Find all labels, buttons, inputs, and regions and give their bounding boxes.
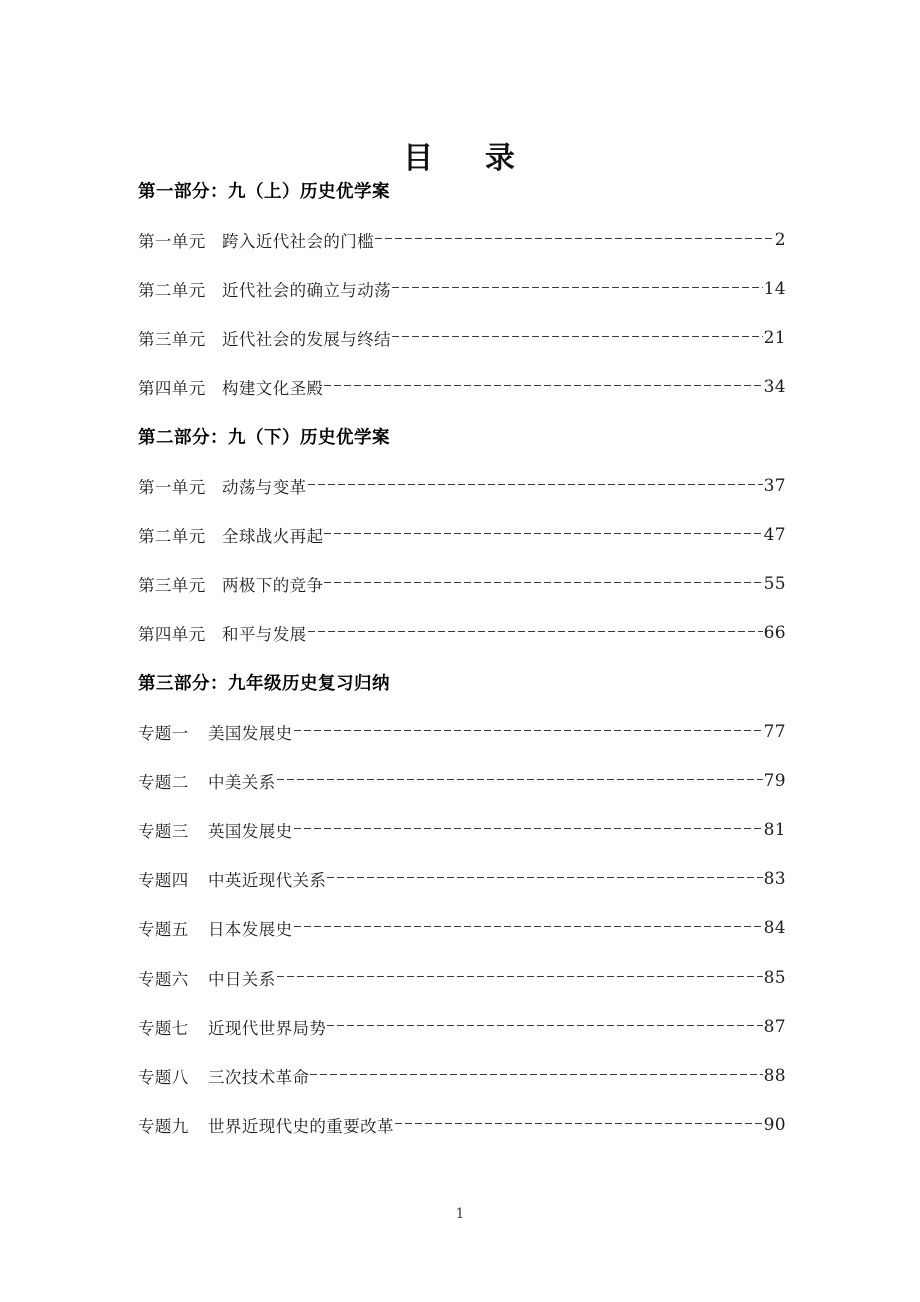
dot-leader (277, 779, 763, 780)
toc-entry[interactable] (138, 461, 786, 510)
toc-part-heading (138, 658, 786, 707)
toc-entry-page-number: 21 (763, 328, 786, 349)
toc-entry-title: 中美关系 (208, 772, 276, 792)
toc-entry-label: 第三单元 (138, 330, 206, 350)
dot-leader (308, 631, 763, 632)
toc-entry-page-number: 79 (763, 770, 786, 791)
toc-entry-title: 世界近现代史的重要改革 (208, 1117, 394, 1137)
toc-entry[interactable] (138, 314, 786, 363)
part-title: 九（下）历史优学案 (228, 428, 390, 449)
toc-entry-title: 三次技术革命 (208, 1067, 310, 1087)
toc-part-heading (138, 166, 786, 215)
toc-entry-page-number: 37 (763, 475, 786, 496)
dot-leader (324, 533, 762, 534)
toc-entry[interactable] (138, 904, 786, 953)
toc-entry-page-number: 83 (763, 869, 786, 890)
toc-entry-title: 近代社会的确立与动荡 (222, 280, 391, 300)
footer-page-number: 1 (455, 1206, 465, 1222)
toc-entry-page-number: 81 (763, 820, 786, 841)
dot-leader (294, 730, 763, 731)
part-label: 第一部分： (138, 182, 228, 203)
toc-entry-label: 第二单元 (138, 526, 206, 546)
toc-entry-label: 专题三 (138, 822, 189, 842)
dot-leader (324, 385, 762, 386)
toc-entry[interactable] (138, 1002, 786, 1051)
toc-entry-label: 第一单元 (138, 231, 206, 251)
dot-leader (324, 582, 762, 583)
toc-entry-page-number: 88 (763, 1065, 786, 1086)
dot-leader (375, 238, 774, 239)
toc-entry-title: 中英近现代关系 (208, 871, 327, 891)
toc-entry[interactable] (138, 855, 786, 904)
toc-entry-title: 日本发展史 (208, 920, 293, 940)
toc-entry-page-number: 55 (763, 574, 786, 595)
toc-entry-page-number: 34 (763, 377, 786, 398)
toc-entry-label: 专题六 (138, 969, 189, 989)
dot-leader (310, 1074, 762, 1075)
toc-entry[interactable] (138, 363, 786, 412)
toc-entry-page-number: 77 (763, 721, 786, 742)
dot-leader (277, 976, 763, 977)
toc-entry-title: 全球战火再起 (222, 526, 324, 546)
dot-leader (392, 287, 763, 288)
toc-part-heading (138, 412, 786, 461)
page-title: 目 录 (403, 141, 517, 176)
toc-entry[interactable] (138, 805, 786, 854)
dot-leader (308, 484, 763, 485)
dot-leader (294, 828, 763, 829)
toc-entry[interactable] (138, 953, 786, 1002)
toc-entry-page-number: 84 (763, 918, 786, 939)
toc-entry-label: 专题二 (138, 772, 189, 792)
toc-entry-title: 近代社会的发展与终结 (222, 330, 391, 350)
toc-entry-page-number: 85 (763, 967, 786, 988)
dot-leader (327, 1025, 762, 1026)
toc-entry[interactable] (138, 215, 786, 264)
toc-entry[interactable] (138, 609, 786, 658)
toc-entry-page-number: 87 (763, 1016, 786, 1037)
toc-entry[interactable] (138, 756, 786, 805)
part-label: 第二部分： (138, 428, 228, 449)
part-title: 九（上）历史优学案 (228, 182, 390, 203)
toc-entry-label: 专题四 (138, 871, 189, 891)
toc-entry[interactable] (138, 264, 786, 313)
toc-entry-label: 专题一 (138, 723, 189, 743)
dot-leader (395, 1123, 763, 1124)
toc-entry-title: 跨入近代社会的门槛 (222, 231, 375, 251)
toc-entry-title: 英国发展史 (208, 822, 293, 842)
table-of-contents (138, 166, 786, 1150)
toc-entry-title: 近现代世界局势 (208, 1018, 327, 1038)
toc-entry-title: 美国发展史 (208, 723, 293, 743)
toc-entry-title: 动荡与变革 (222, 477, 307, 497)
toc-entry-title: 构建文化圣殿 (222, 379, 324, 399)
dot-leader (294, 926, 763, 927)
toc-entry[interactable] (138, 510, 786, 559)
dot-leader (327, 877, 762, 878)
toc-entry-label: 第一单元 (138, 477, 206, 497)
toc-entry-label: 专题九 (138, 1117, 189, 1137)
toc-entry-label: 专题七 (138, 1018, 189, 1038)
toc-entry-label: 第三单元 (138, 576, 206, 596)
toc-entry-label: 第四单元 (138, 379, 206, 399)
toc-entry[interactable] (138, 560, 786, 609)
toc-entry-page-number: 2 (774, 229, 786, 250)
toc-entry-page-number: 14 (763, 278, 786, 299)
toc-entry-title: 和平与发展 (222, 625, 307, 645)
toc-entry-page-number: 47 (763, 524, 786, 545)
toc-entry-title: 两极下的竞争 (222, 576, 324, 596)
toc-entry-label: 第四单元 (138, 625, 206, 645)
toc-entry-title: 中日关系 (208, 969, 276, 989)
toc-entry-page-number: 66 (763, 623, 786, 644)
part-label: 第三部分： (138, 673, 228, 694)
toc-entry[interactable] (138, 1101, 786, 1150)
part-title: 九年级历史复习归纳 (228, 673, 390, 694)
toc-entry[interactable] (138, 1051, 786, 1100)
toc-entry[interactable] (138, 707, 786, 756)
toc-entry-label: 专题五 (138, 920, 189, 940)
toc-entry-label: 专题八 (138, 1067, 189, 1087)
dot-leader (392, 336, 763, 337)
toc-entry-page-number: 90 (763, 1115, 786, 1136)
toc-entry-label: 第二单元 (138, 280, 206, 300)
